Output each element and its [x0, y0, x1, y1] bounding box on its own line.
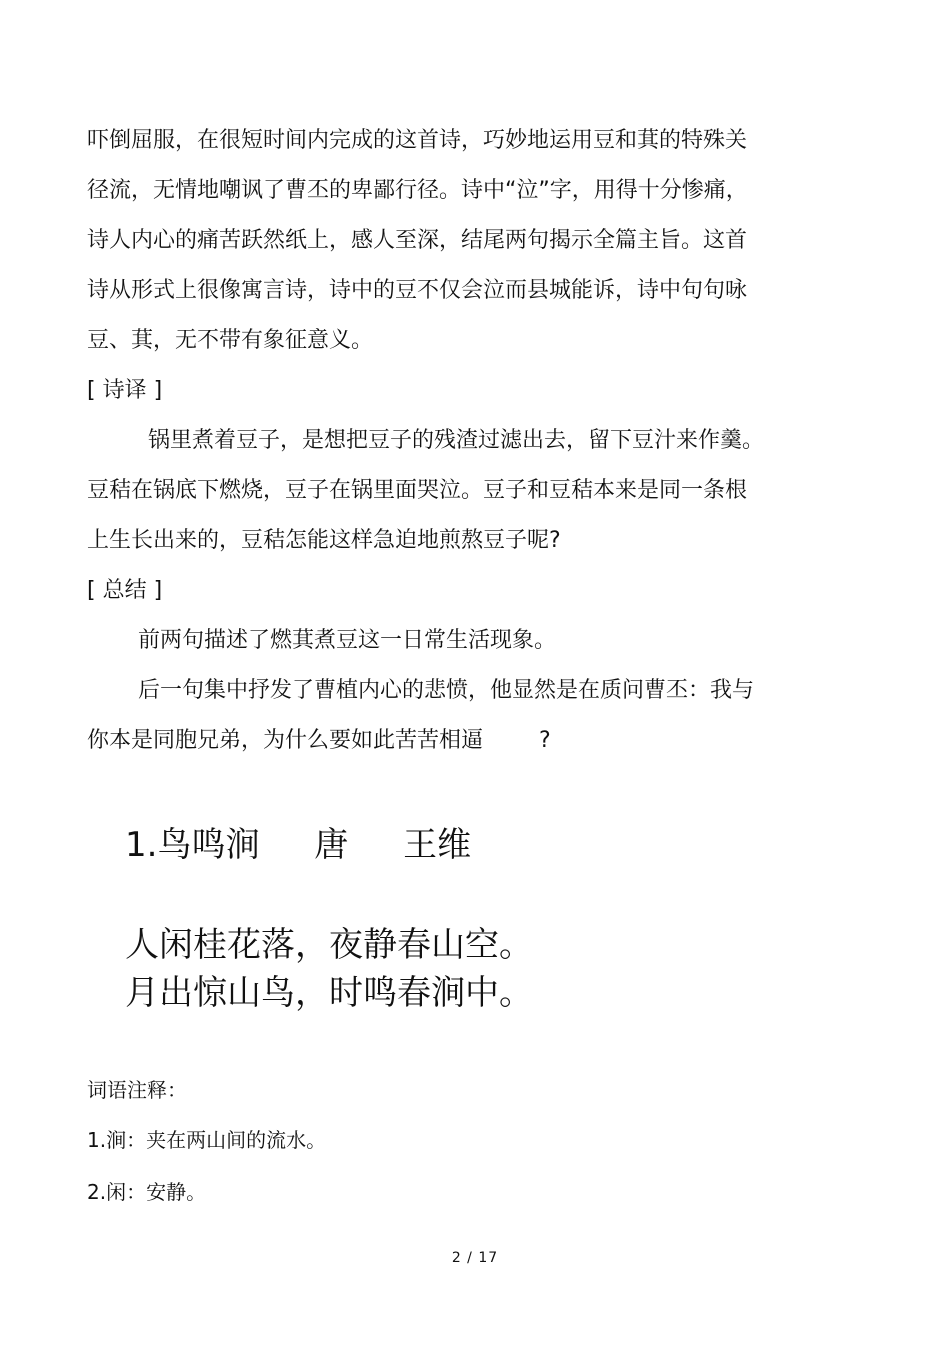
text-line: 上生长出来的，豆秸怎能这样急迫地煎熬豆子呢? [87, 528, 561, 553]
poem-dynasty: 唐 [314, 825, 349, 865]
text-line: 豆、萁，无不带有象征意义。 [87, 328, 374, 353]
text-line: 诗人内心的痛苦跃然纸上，感人至深，结尾两句揭示全篇主旨。这首 [87, 228, 748, 253]
note-item: 1.涧：夹在两山间的流水。 [87, 1128, 327, 1152]
poem-line: 月出惊山鸟，时鸣春涧中。 [125, 973, 533, 1013]
poem-line: 人闲桂花落，夜静春山空。 [125, 925, 533, 965]
text-line: 锅里煮着豆子，是想把豆子的残渣过滤出去，留下豆汁来作羹。 [148, 428, 765, 453]
text-line: 你本是同胞兄弟，为什么要如此苦苦相逼 ? [87, 728, 551, 753]
text-line: 前两句描述了燃萁煮豆这一日常生活现象。 [138, 628, 557, 653]
text-line: 豆秸在锅底下燃烧，豆子在锅里面哭泣。豆子和豆秸本来是同一条根 [87, 478, 748, 503]
page-number: 2 / 17 [451, 1250, 499, 1266]
notes-heading: 词语注释： [87, 1078, 187, 1102]
poem-number-title: 1.鸟鸣涧 [125, 825, 260, 865]
text-line: 后一句集中抒发了曹植内心的悲愤，他显然是在质问曹丕：我与 [138, 678, 755, 703]
text-line: 诗从形式上很像寓言诗，诗中的豆不仅会泣而县城能诉，诗中句句咏 [87, 278, 748, 303]
note-item: 2.闲：安静。 [87, 1180, 207, 1204]
poem-author: 王维 [403, 825, 472, 865]
text-line: 径流，无情地嘲讽了曹丕的卑鄙行径。诗中“泣”字，用得十分惨痛， [87, 178, 748, 203]
summary-heading: [ 总结 ] [87, 578, 163, 603]
text-line: 吓倒屈服，在很短时间内完成的这首诗，巧妙地运用豆和萁的特殊关 [87, 128, 748, 153]
poem-title [125, 822, 471, 868]
translation-heading: [ 诗译 ] [87, 378, 163, 403]
